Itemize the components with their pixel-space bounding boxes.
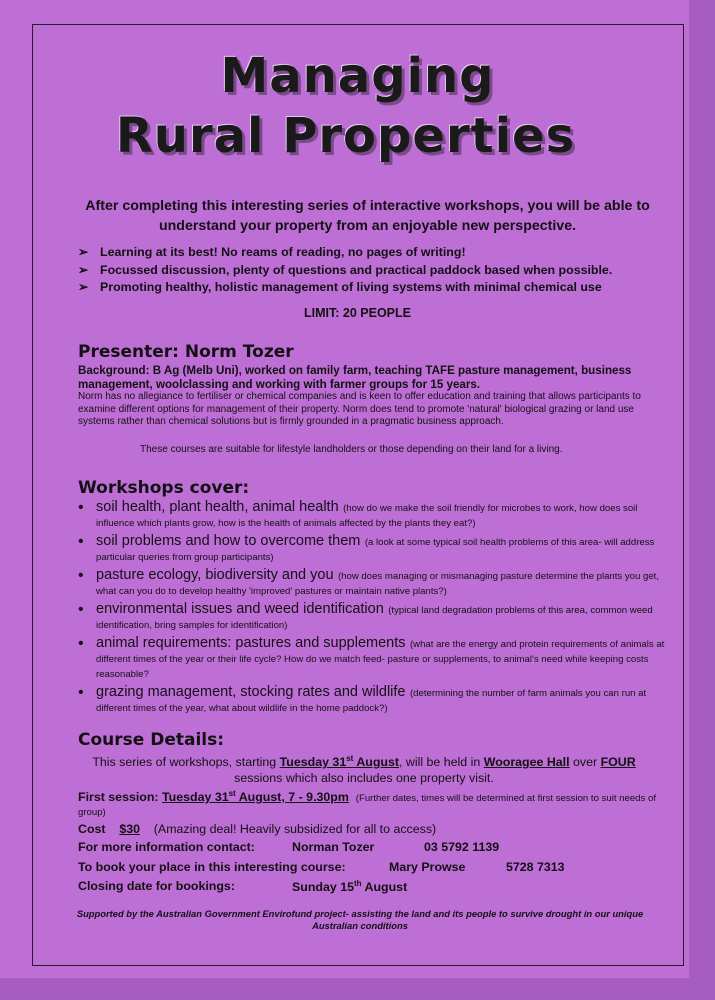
bullet-icon: • [78, 601, 84, 618]
presenter-paragraph: Norm has no allegiance to fertiliser or chemical companies and is keen to offer education and training that allows participants to examine different options for management of their property. Norm does tend to promote 'natural' biological grazing or land use systems rather than chemical solutions but is firmly grounded in a pragmatic business approach. [78, 391, 641, 427]
title-line-1: Managing [220, 48, 495, 104]
bullet-icon: • [78, 635, 84, 652]
limit-text: LIMIT: 20 PEOPLE [304, 306, 411, 320]
book-name: Mary Prowse [389, 860, 466, 874]
closing-row: Closing date for bookings: [78, 879, 235, 893]
presenter-heading: Presenter: Norm Tozer [78, 342, 294, 362]
list-item: • pasture ecology, biodiversity and you (how does managing or mismanaging pasture determine the plants you get, what can you do to develop healthy 'improved' pastures or maintain native plants?) [78, 567, 660, 597]
support-note: Supported by the Australian Government Envirofund project- assisting the land and its people to survive drought in our unique Australian conditions [76, 908, 644, 931]
bullet-icon: • [78, 567, 84, 584]
bullet-icon: • [78, 499, 84, 516]
workshops-heading: Workshops cover: [78, 478, 250, 498]
arrow-icon: ➢ [78, 280, 89, 294]
closing-date: Sunday 15th August [292, 879, 408, 895]
list-item: ➢ Learning at its best! No reams of reading, no pages of writing! [78, 244, 612, 262]
arrow-icon: ➢ [78, 262, 89, 277]
bullet-icon: • [78, 684, 84, 701]
info-row: For more information contact: [78, 840, 255, 854]
first-session: First session: Tuesday 31st August, 7 - 9.30pm (Further dates, times will be determined at first session to suit needs of group) [78, 789, 656, 819]
title-line-2: Rural Properties [115, 108, 576, 164]
feature-list [78, 244, 612, 297]
book-row: To book your place in this interesting course: [78, 860, 346, 874]
list-item: • soil health, plant health, animal health (how do we make the soil friendly for microbes to work, how does soil influence which plants grow, how is the health of animals affected by the plants they eat?) [78, 499, 638, 529]
list-item: • animal requirements: pastures and supplements (what are the energy and protein requirements of animals at different times of the year or their life cycle? How do we match feed- pasture or supplements, to animal's need while keeping costs reasonable? [78, 635, 665, 680]
list-item: • soil problems and how to overcome them (a look at some typical soil health problems of this area- will address particular queries from group participants) [78, 533, 655, 563]
info-phone: 03 5792 1139 [424, 840, 500, 854]
workshop-list [78, 500, 668, 719]
info-name: Norman Tozer [292, 840, 375, 854]
presenter-background: Background: B Ag (Melb Uni), worked on family farm, teaching TAFE pasture management, business management, woolclassing and working with farmer groups for 15 years. [78, 364, 632, 391]
arrow-icon: ➢ [78, 245, 89, 259]
list-item: ➢ Focussed discussion, plenty of questions and practical paddock based when possible. [78, 262, 612, 280]
book-phone: 5728 7313 [506, 860, 565, 874]
list-item: • environmental issues and weed identification (typical land degradation problems of this area, common weed identification, bring samples for identification) [78, 601, 653, 631]
paper-edge-bottom [0, 978, 715, 1000]
list-item: • grazing management, stocking rates and wildlife (determining the number of farm animals you can run at different times of the year, what about wildlife in the home paddock?) [78, 684, 647, 714]
course-heading: Course Details: [78, 730, 225, 750]
course-intro: This series of workshops, starting Tuesday 31st August, will be held in Wooragee Hall over FOUR sessions which also includes one property visit. [92, 754, 636, 786]
intro-text: After completing this interesting series of interactive workshops, you will be able to understand your property from an enjoyable new perspective. [85, 198, 650, 234]
bullet-icon: • [78, 533, 84, 550]
list-item: ➢ Promoting healthy, holistic management of living systems with minimal chemical use [78, 279, 612, 297]
cost-row: Cost $30 (Amazing deal! Heavily subsidized for all to access) [78, 822, 437, 836]
suitability-note: These courses are suitable for lifestyle landholders or those depending on their land for a living. [140, 444, 563, 455]
